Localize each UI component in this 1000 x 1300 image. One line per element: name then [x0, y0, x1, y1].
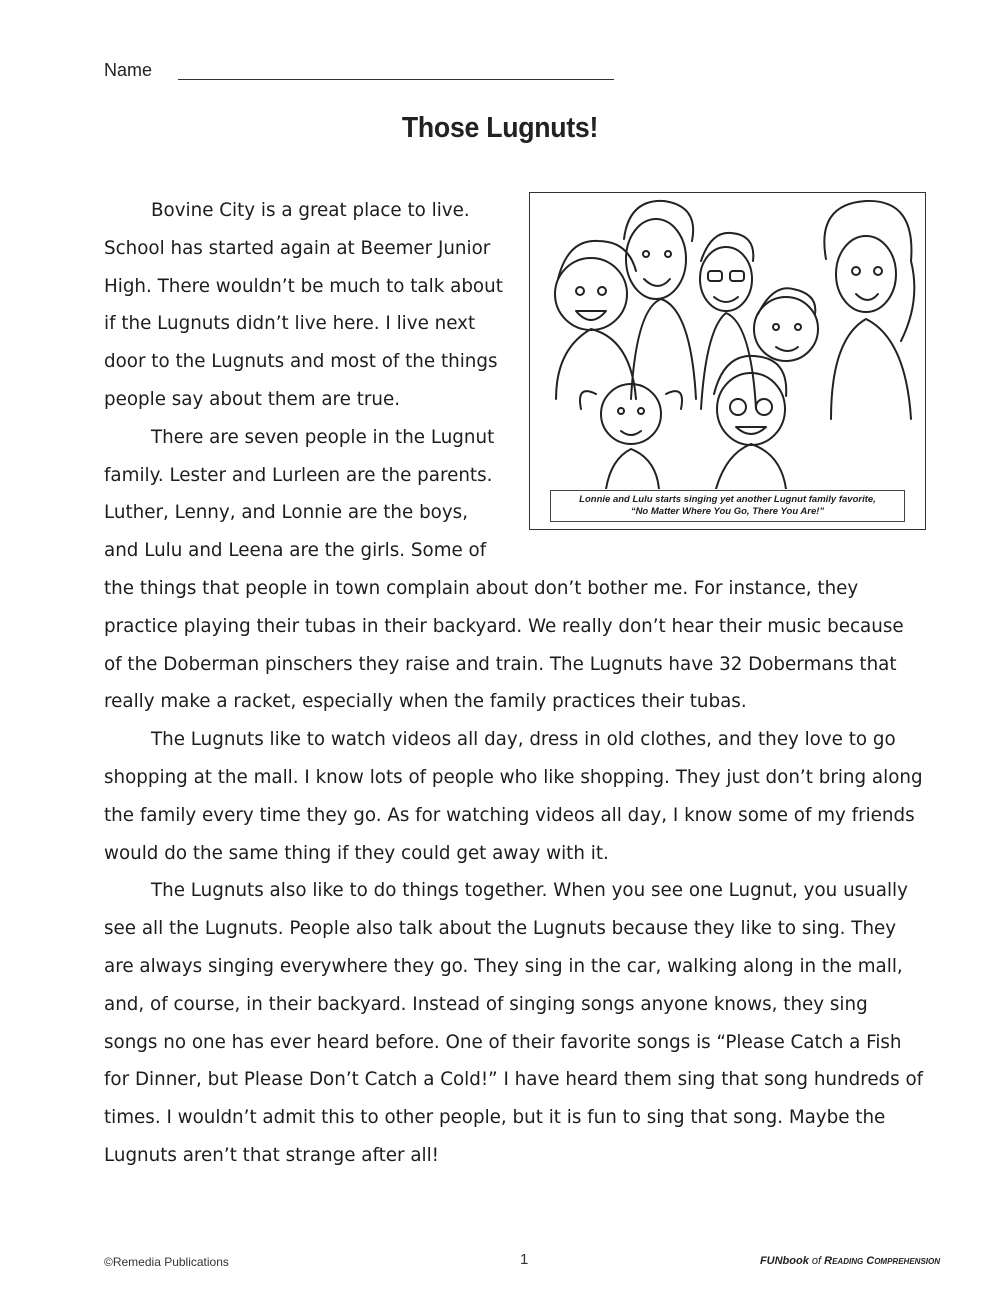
footer-book-title [760, 1255, 940, 1267]
family-cartoon-illustration [536, 199, 918, 489]
paragraph-2: There are seven people in the Lugnut family. Lester and Lurleen are the parents. Luther, Lenny, and Lonnie are the boys, and Lulu and Leena are the girls. Some of the things that people in town complain about don’t bother me. For instance, they practice playing their tubas in their backyard. We really don’t hear their music because of the Doberman pinschers they raise and train. The Lugnuts have 32 Dobermans that really make a racket, especially when the family practices their tubas. [104, 426, 904, 713]
name-line[interactable] [178, 79, 614, 80]
paragraph-3: The Lugnuts like to watch videos all day, dress in old clothes, and they love to go shopping at the mall. I know lots of people who like shopping. They just don’t bring along the family every time they go. As for watching videos all day, I know some of my friends would do the same thing if they could get away with it. [104, 729, 923, 864]
footer-brand: FUNbook [759, 1255, 809, 1267]
paragraph-4: The Lugnuts also like to do things together. When you see one Lugnut, you usually see all the Lugnuts. People also talk about the Lugnuts because they like to sing. They are always singing everywhere they go. They sing in the car, walking along in the mall, and, of course, in their backyard. Instead of singing songs anyone knows, they sing songs no one has ever heard before. One of their favorite songs is “Please Catch a Fish for Dinner, but Please Don’t Catch a Cold!” I have heard them sing that song hundreds of times. I wouldn’t admit this to other people, but it is fun to sing that song. Maybe the Lugnuts aren’t that strange after all! [104, 880, 924, 1166]
footer-of: of [811, 1255, 822, 1267]
name-label: Name [104, 60, 153, 80]
paragraph-1: Bovine City is a great place to live. School has started again at Beemer Junior High. There wouldn’t be much to talk about if the Lugnuts didn’t live here. I live next door to the Lugnuts and most of the things people say about them are true. [104, 200, 503, 410]
illustration [529, 192, 926, 530]
story-body [104, 192, 926, 1175]
caption-line-1: Lonnie and Lulu starts singing yet another Lugnut family favorite, [579, 494, 876, 505]
footer-page-number: 1 [520, 1251, 529, 1268]
footer-subtitle: Reading Comprehension [824, 1255, 940, 1267]
caption-line-2: “No Matter Where You Go, There You Are!” [630, 506, 825, 517]
page-title: Those Lugnuts! [401, 112, 599, 144]
illustration-caption [550, 490, 905, 522]
footer-publisher: ©Remedia Publications [104, 1255, 229, 1269]
